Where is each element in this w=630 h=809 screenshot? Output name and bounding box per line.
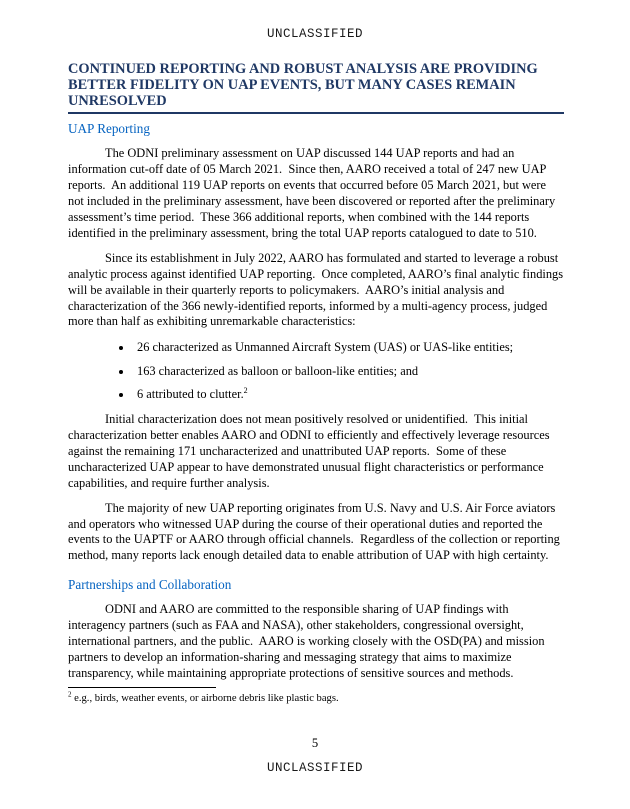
footnote-text: e.g., birds, weather events, or airborne debris like plastic bags. (71, 693, 339, 704)
page-content (68, 61, 567, 682)
classification-banner-top: UNCLASSIFIED (266, 27, 363, 41)
bullet-item-balloon (133, 364, 564, 380)
footnote (68, 692, 562, 705)
paragraph-partnerships-1: ODNI and AARO are committed to the responsible sharing of UAP findings with interagency partners (such as FAA and NASA), other stakeholders, congressional oversight, international partners, and the public. AARO is working closely with the OSD(PA) and mission partners to develop an information-sharing and messaging strategy that aims to maximize transparency, while maintaining appropriate protections of sensitive sources and methods. (68, 602, 548, 680)
characterization-bullet-list (68, 340, 564, 403)
section-heading-partnerships: Partnerships and Collaboration (68, 577, 232, 593)
bullet-item-clutter (133, 387, 564, 403)
page-number: 5 (311, 736, 319, 750)
section-heading-uap-reporting: UAP Reporting (68, 121, 150, 137)
paragraph-uap-reporting-4: The majority of new UAP reporting originates from U.S. Navy and U.S. Air Force aviators and operators who witnessed UAP during the course of their operational duties and reported the events to the UAPTF or AARO through official channels. Regardless of the collection or reporting method, many reports lack enough detailed data to enable attribution of UAP with high certainty. (68, 500, 563, 563)
footnote-reference: 2 (243, 386, 248, 396)
bullet-text: 26 characterized as Unmanned Aircraft System (UAS) or UAS-like entities; (137, 340, 514, 355)
title-rule (68, 112, 564, 114)
bullet-text: 6 attributed to clutter. (137, 387, 244, 402)
footnote-number: 2 (68, 690, 72, 699)
footnote-area (68, 687, 562, 705)
bullet-item-uas (133, 340, 564, 356)
footnote-separator (68, 687, 216, 688)
classification-banner-bottom: UNCLASSIFIED (266, 761, 363, 775)
bullet-text: 163 characterized as balloon or balloon-like entities; and (137, 363, 419, 378)
page-title: CONTINUED REPORTING AND ROBUST ANALYSIS ARE PROVIDING BETTER FIDELITY ON UAP EVENTS, BUT MANY CASES REMAIN UNRESOLVED (68, 61, 538, 110)
paragraph-uap-reporting-1: The ODNI preliminary assessment on UAP discussed 144 UAP reports and had an information cut-off date of 05 March 2021. Since then, AARO received a total of 247 new UAP reports. An additional 119 UAP reports on events that occurred before 05 March 2021, but were not included in the preliminary assessment, have been discovered or reported after the preliminary assessment’s time period. These 366 additional reports, when combined with the 144 reports identified in the preliminary assessment, bring the total UAP reports catalogued to date to 510. (68, 146, 559, 240)
paragraph-uap-reporting-2: Since its establishment in July 2022, AARO has formulated and started to leverage a robust analytic process against identified UAP reporting. Once completed, AARO’s final analytic findings will be available in their quarterly reports to policymakers. AARO’s initial analysis and characterization of the 366 newly-identified reports, informed by a multi-agency process, judged more than half as exhibiting unremarkable characteristics: (68, 250, 567, 329)
paragraph-uap-reporting-3: Initial characterization does not mean positively resolved or unidentified. This initial characterization better enables AARO and ODNI to efficiently and effectively leverage resources against the remaining 171 uncharacterized and unattributed UAP reports. Some of these uncharacterized UAP appear to have demonstrated unusual flight characteristics or performance capabilities, and require further analysis. (68, 412, 553, 490)
